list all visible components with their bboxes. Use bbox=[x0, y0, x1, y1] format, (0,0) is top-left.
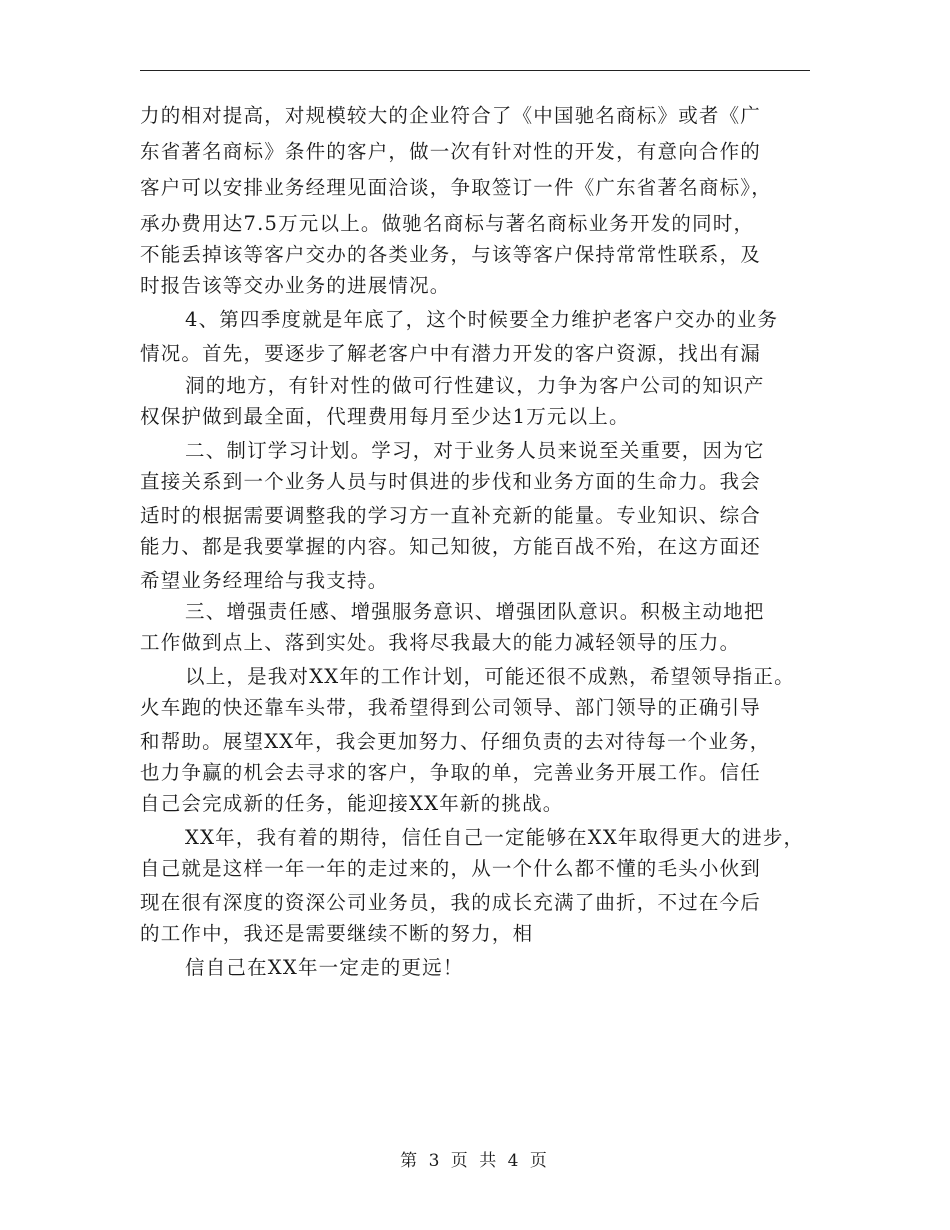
text-line: 客户可以安排业务经理见面洽谈，争取签订一件《广东省著名商标》， bbox=[140, 176, 772, 199]
page-number-footer: 第 3 页 共 4 页 bbox=[400, 1151, 550, 1171]
text-line: 权保护做到最全面，代理费用每月至少达1万元以上。 bbox=[140, 405, 630, 428]
text-line: 直接关系到一个业务人员与时俱进的步伐和业务方面的生命力。我会 bbox=[140, 470, 762, 493]
text-line: XX年，我有着的期待，信任自己一定能够在XX年取得更大的进步， bbox=[185, 826, 805, 849]
text-line: 希望业务经理给与我支持。 bbox=[140, 569, 389, 592]
header-rule bbox=[140, 70, 810, 71]
text-line: 4、第四季度就是年底了，这个时候要全力维护老客户交办的业务 bbox=[185, 308, 779, 331]
text-line: 和帮助。展望XX年，我会更加努力、仔细负责的去对待每一个业务， bbox=[140, 730, 771, 753]
text-line: 现在很有深度的资深公司业务员，我的成长充满了曲折，不过在今后 bbox=[140, 891, 762, 914]
text-line: 火车跑的快还靠车头带，我希望得到公司领导、部门领导的正确引导 bbox=[140, 696, 762, 719]
text-line: 洞的地方，有针对性的做可行性建议，力争为客户公司的知识产 bbox=[185, 374, 765, 397]
text-line: 以上，是我对XX年的工作计划，可能还很不成熟，希望领导指正。 bbox=[185, 665, 795, 688]
text-line: 东省著名商标》条件的客户，做一次有针对性的开发，有意向合作的 bbox=[140, 140, 762, 163]
text-line: 力的相对提高，对规模较大的企业符合了《中国驰名商标》或者《广 bbox=[140, 104, 762, 127]
text-line: 也力争赢的机会去寻求的客户，争取的单，完善业务开展工作。信任 bbox=[140, 761, 762, 784]
text-line: 信自己在XX年一定走的更远！ bbox=[185, 956, 464, 979]
text-line: 的工作中，我还是需要继续不断的努力，相 bbox=[140, 922, 534, 945]
text-line: 工作做到点上、落到实处。我将尽我最大的能力减轻领导的压力。 bbox=[140, 631, 741, 654]
text-line: 三、增强责任感、增强服务意识、增强团队意识。积极主动地把 bbox=[185, 600, 765, 623]
text-line: 能力、都是我要掌握的内容。知己知彼，方能百战不殆，在这方面还 bbox=[140, 535, 762, 558]
text-line: 二、制订学习计划。学习，对于业务人员来说至关重要，因为它 bbox=[185, 439, 765, 462]
text-line: 不能丢掉该等客户交办的各类业务，与该等客户保持常常性联系，及 bbox=[140, 243, 762, 266]
text-line: 自己会完成新的任务，能迎接XX年新的挑战。 bbox=[140, 792, 564, 815]
text-line: 情况。首先，要逐步了解老客户中有潜力开发的客户资源，找出有漏 bbox=[140, 342, 762, 365]
text-line: 适时的根据需要调整我的学习方一直补充新的能量。专业知识、综合 bbox=[140, 504, 762, 527]
text-line: 自己就是这样一年一年的走过来的，从一个什么都不懂的毛头小伙到 bbox=[140, 857, 762, 880]
text-line: 承办费用达7.5万元以上。做驰名商标与著名商标业务开发的同时， bbox=[140, 212, 755, 235]
text-line: 时报告该等交办业务的进展情况。 bbox=[140, 274, 451, 297]
